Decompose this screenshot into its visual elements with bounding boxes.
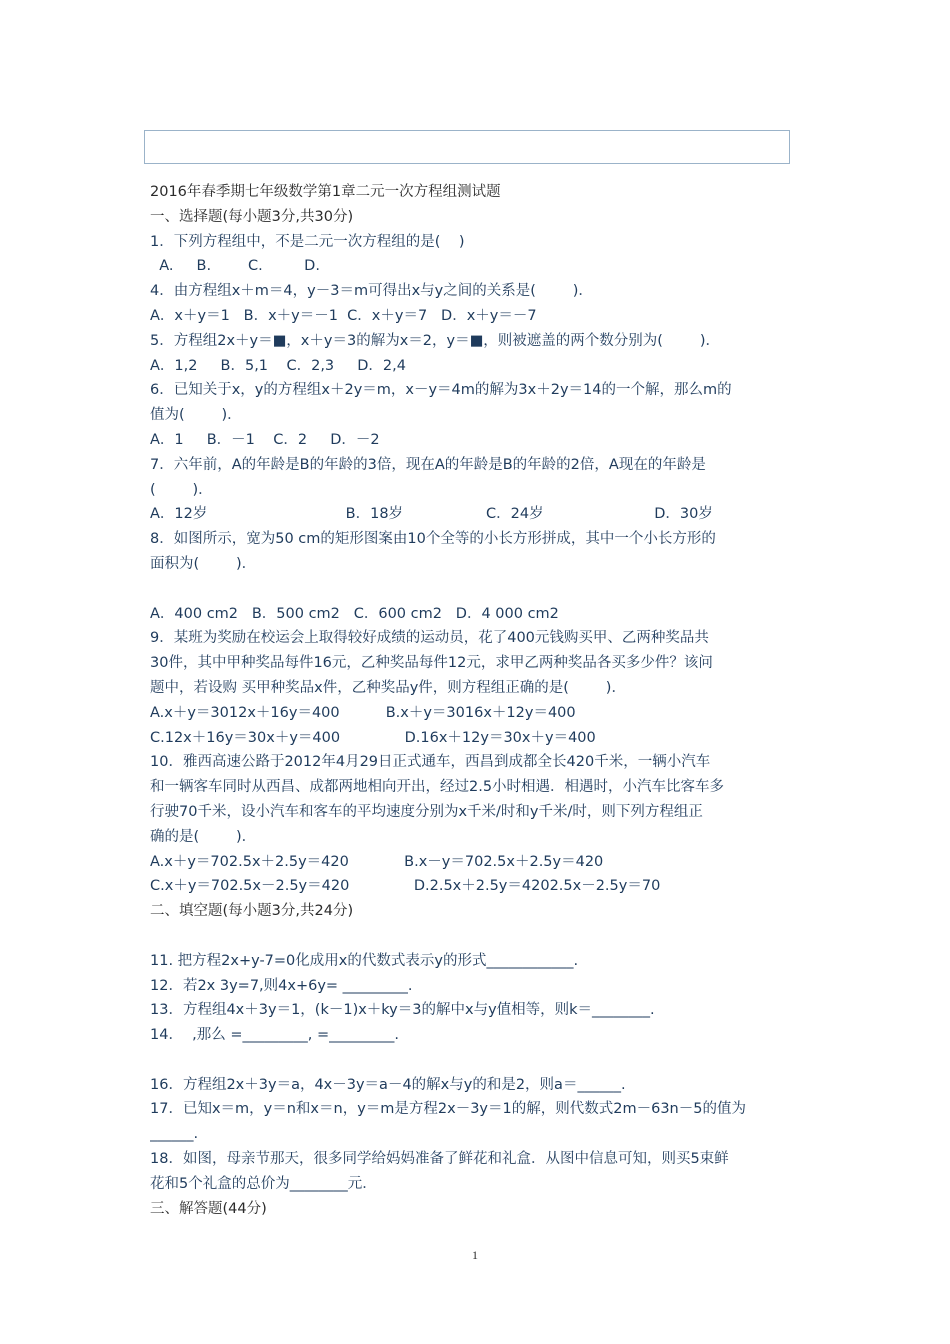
text-line: A.x＋y＝3012x＋16y＝400 B.x＋y＝3016x＋12y＝400 [150, 704, 576, 721]
text-line: 18．如图，母亲节那天，很多同学给妈妈准备了鲜花和礼盒．从图中信息可知，则买5束鲜 [150, 1151, 729, 1168]
text-line: 5．方程组2x＋y＝■，x＋y＝3的解为x＝2，y＝■，则被遮盖的两个数分别为( )． [150, 332, 720, 349]
document-title: 2016年春季期七年级数学第1章二元一次方程组测试题 [150, 184, 501, 200]
text-line: 17．已知x＝m，y＝n和x＝n，y＝m是方程2x－3y＝1的解，则代数式2m－63n－5的值为 [150, 1101, 746, 1118]
text-line: C.x＋y＝702.5x－2.5y＝420 D.2.5x＋2.5y＝4202.5x－2.5y＝70 [150, 878, 661, 895]
text-line: 12．若2x 3y=7,则4x+6y= _________. [150, 977, 413, 994]
page-number: 1 [472, 1248, 478, 1262]
text-line: 值为( )． [150, 407, 242, 424]
text-line: 10．雅西高速公路于2012年4月29日正式通车，西昌到成都全长420千米，一辆小汽车 [150, 754, 711, 771]
text-line: 16．方程组2x＋3y＝a，4x－3y＝a－4的解x与y的和是2，则a＝______. [150, 1076, 626, 1093]
section-heading: 一、选择题(每小题3分,共30分) [150, 208, 354, 225]
text-line: 11. 把方程2x+y-7=0化成用x的代数式表示y的形式____________. [150, 952, 579, 969]
text-line: 1．下列方程组中，不是二元一次方程组的是( ) [150, 233, 465, 250]
text-line: A．12岁 B．18岁 C．24岁 D．30岁 [150, 506, 713, 523]
text-line: ______. [150, 1126, 199, 1143]
blank-line [150, 577, 796, 602]
text-line: 4．由方程组x＋m＝4，y－3＝m可得出x与y之间的关系是( )． [150, 283, 593, 300]
text-line: 13．方程组4x＋3y＝1，(k－1)x＋ky＝3的解中x与y值相等，则k＝________. [150, 1002, 655, 1019]
text-line: 花和5个礼盒的总价为________元． [150, 1175, 377, 1192]
text-line: 7．六年前，A的年龄是B的年龄的3倍，现在A的年龄是B的年龄的2倍，A现在的年龄是 [150, 456, 706, 473]
text-line: A．1 B．－1 C．2 D．－2 [150, 431, 380, 448]
text-line: A.x＋y＝702.5x＋2.5y＝420 B.x－y＝702.5x＋2.5y＝420 [150, 853, 604, 870]
text-line: A．1,2 B．5,1 C．2,3 D．2,4 [150, 357, 406, 374]
text-line: A．400 cm2 B．500 cm2 C．600 cm2 D．4 000 cm2 [150, 605, 559, 622]
text-line: 6．已知关于x，y的方程组x＋2y＝m，x－y＝4m的解为3x＋2y＝14的一个解，那么m的 [150, 382, 732, 399]
text-line: 和一辆客车同时从西昌、成都两地相向开出，经过2.5小时相遇．相遇时，小汽车比客车多 [150, 779, 725, 796]
text-line: 行驶70千米，设小汽车和客车的平均速度分别为x千米/时和y千米/时，则下列方程组正 [150, 803, 703, 820]
text-line: 9．某班为奖励在校运会上取得较好成绩的运动员，花了400元钱购买甲、乙两种奖品共 [150, 630, 709, 647]
section-heading: 二、填空题(每小题3分,共24分) [150, 903, 354, 920]
blank-line [150, 924, 796, 949]
text-line: A．x＋y＝1 B．x＋y＝－1 C．x＋y＝7 D．x＋y＝－7 [150, 307, 537, 324]
text-line: 14． ,那么 =_________, =_________. [150, 1027, 400, 1044]
blank-line [150, 1048, 796, 1073]
text-line: 8．如图所示，宽为50 cm的矩形图案由10个全等的小长方形拼成，其中一个小长方形的 [150, 531, 716, 548]
text-line: 确的是( )． [150, 828, 257, 845]
text-line: 30件，其中甲种奖品每件16元，乙种奖品每件12元，求甲乙两种奖品各买多少件？该问 [150, 655, 713, 672]
header-frame [144, 130, 790, 164]
text-line: C.12x＋16y＝30x＋y＝400 D.16x＋12y＝30x＋y＝400 [150, 729, 596, 746]
document-body [150, 180, 796, 1221]
text-line: 面积为( )． [150, 555, 257, 572]
text-line: A. B. C. D. [150, 258, 320, 275]
text-line: 题中，若设购 买甲种奖品x件，乙种奖品y件，则方程组正确的是( )． [150, 679, 626, 696]
text-line: ( )． [150, 481, 213, 498]
section-heading: 三、解答题(44分) [150, 1200, 267, 1217]
